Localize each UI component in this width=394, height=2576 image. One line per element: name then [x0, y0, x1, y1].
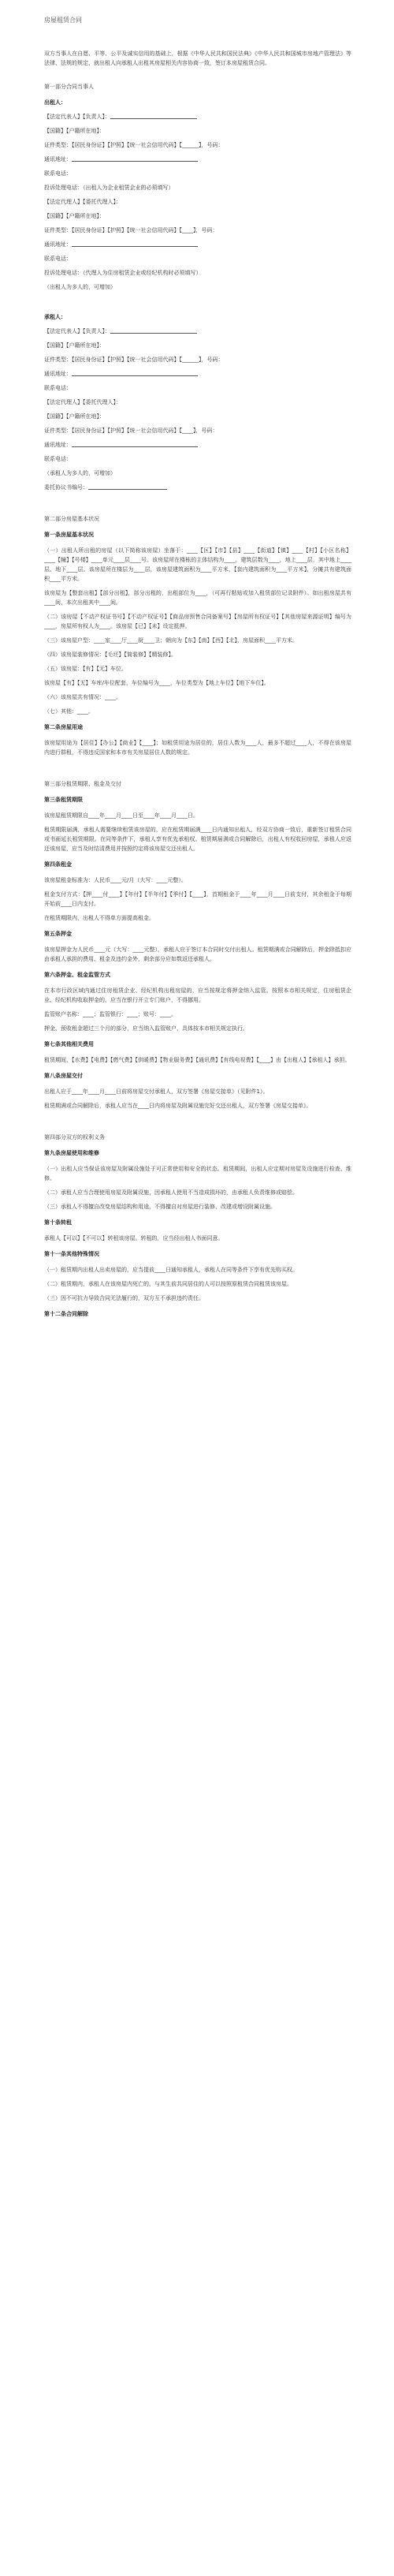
lessee-address [44, 369, 351, 379]
article11-paragraph: （二）租赁期内，承租人在该房屋内死亡的，与其生前共同居住的人可以按照原租赁合同租赁该房屋。 [44, 1281, 292, 1287]
intro-paragraph: 双方当事人在自愿、平等、公平及诚实信用的基础上，根据《中华人民共和国民法典》《中华人民共和国城市房地产管理法》等法律、法规的规定，就出租人向承租人出租其房屋相关内容协商一致，签订本房屋租赁合同。 [44, 50, 351, 66]
lessor-legal-rep [44, 112, 351, 121]
blank-field[interactable] [72, 369, 198, 376]
address-label: 通讯地址： [44, 241, 72, 248]
lessor-address [44, 155, 351, 164]
lessee-agent-address [44, 440, 351, 450]
lessee-id-type-2: 【国籍】【户籍所在地】： [44, 413, 105, 420]
article11-paragraph: （三）因不可抗力导致合同无法履行的，双方互不承担违约责任。 [44, 1295, 204, 1301]
article3-paragraph: 该房屋租赁期限自____年____月____日至____年____月____日。 [44, 812, 199, 819]
lessee-agent-phone: 联系电话： [44, 456, 72, 462]
lessor-label: 出租人： [44, 99, 66, 106]
article3-paragraph: 租赁期限届满，承租人需要继续租赁该房屋的，应在租赁期届满____日内通知出租人，经双方协商一致后，重新签订租赁合同或书面延长租赁期限。在同等条件下，承租人享有优先承租权。租赁期届满或合同解除后，出租人有权收回房屋，承租人应返还该房屋，应当及时结清费用并按照约定将该房屋交还出租人。 [44, 827, 351, 852]
agent-no-label: 委托协议书编号： [44, 484, 88, 491]
lessee-note: （承租人为多人的，可增加） [44, 470, 116, 476]
lessee-agent: 【法定代理人】【委托代理人】： [44, 399, 121, 405]
article9-paragraph: （二）承租人应当合理使用房屋及附属设施，因承租人使用不当造成损坏的，由承租人负责维修或赔偿。 [44, 1189, 298, 1196]
address-label: 通讯地址： [44, 371, 72, 377]
legal-rep-label: 【法定代表人】【负责人】： [44, 328, 110, 334]
article11-paragraph: （一）租赁期内出租人出卖房屋的，应当提前____日通知承租人，承租人在同等条件下享有优先购买权。 [44, 1267, 298, 1273]
contract-document [44, 16, 351, 1325]
document-title: 房屋租赁合同 [44, 17, 82, 24]
article8-heading: 第八条房屋交付 [44, 1073, 83, 1079]
article12-heading: 第十二条合同解除 [44, 1311, 88, 1317]
article6-paragraph: 监管账户名称：____；监管银行：____；账号：____。 [44, 1011, 177, 1017]
blank-field[interactable] [110, 327, 197, 334]
article6-paragraph: 在本市行政区域内通过住房租赁企业、经纪机构出租房屋的，应当按规定将押金纳入监管。按照本市相关规定，住房租赁企业、经纪机构收取押金的，应当在银行开立专门账户，不得挪用。 [44, 987, 351, 1003]
article3-heading: 第三条租赁期限 [44, 797, 83, 803]
blank-field[interactable] [72, 440, 198, 447]
lessor-agent-cert: 证件类型：【居民身份证】【护照】【统一社会信用代码】【____】，号码： [44, 227, 218, 233]
lessor-id-type-2: 【国籍】【户籍所在地】： [44, 213, 105, 219]
lessee-phone: 联系电话： [44, 385, 72, 391]
article9-paragraph: （三）承租人不得擅自改变房屋结构和用途，不得擅自对房屋进行装修、改建或增设附属设施。 [44, 1204, 276, 1210]
article9-paragraph: （一）出租人应当保证该房屋及附属设施处于可正常使用和安全的状态。租赁期间，出租人应定期对房屋及设施进行检查、维修。 [44, 1166, 351, 1182]
article8-paragraph: 租赁期满或合同解除后，承租人应当在____日内将房屋及附属设施完好交还出租人，双方签署《房屋交接单》。 [44, 1103, 312, 1109]
blank-field[interactable] [72, 240, 198, 247]
part1-heading: 第一部分合同当事人 [44, 84, 94, 90]
address-label: 通讯地址： [44, 156, 72, 162]
lessor-cert: 证件类型：【居民身份证】【护照】【统一社会信用代码】【______】，号码： [44, 142, 224, 148]
lessee-legal-rep [44, 327, 351, 336]
legal-rep-label: 【法定代表人】【负责人】： [44, 114, 110, 120]
article10-paragraph: 承租人【可以】【不可以】转租该房屋。转租的，应当经出租人书面同意。 [44, 1235, 224, 1241]
article1-paragraph: （三）该房屋户型：____室____厅____厨____卫；朝向为【东】【南】【西】【北】，房屋面积____平方米。 [44, 637, 298, 644]
lessor-complaint: 投诉处理电话：（出租人为企业租赁企业的必须填写） [44, 185, 174, 191]
article2-heading: 第二条房屋用途 [44, 724, 83, 730]
lessee-agent-cert: 证件类型：【居民身份证】【护照】【统一社会信用代码】【____】，号码： [44, 427, 218, 434]
article5-heading: 第五条押金 [44, 931, 72, 937]
article10-heading: 第十条转租 [44, 1219, 72, 1226]
lessee-cert: 证件类型：【居民身份证】【护照】【统一社会信用代码】【______】，号码： [44, 357, 224, 363]
article11-heading: 第十一条其他特殊情况 [44, 1251, 99, 1257]
lessor-agent-complaint: 投诉处理电话：（代理人为住房租赁企业或经纪机构时必须填写） [44, 270, 202, 276]
blank-field[interactable] [72, 155, 198, 162]
article4-paragraph: 该房屋租金标准为：人民币____元/月（大写：____元整）。 [44, 877, 187, 883]
article7-paragraph: 租赁期间，【水费】【电费】【燃气费】【供暖费】【物业服务费】【通讯费】【有线电视费】【____】由【出租人】【承租人】承担。 [44, 1057, 351, 1063]
lessee-id-type: 【国籍】【户籍所在地】： [44, 342, 105, 349]
article1-heading: 第一条房屋基本状况 [44, 532, 94, 538]
lessor-note: （出租人为多人的，可增加） [44, 284, 116, 290]
article1-paragraph: （五）该房屋：【有】【无】车位。 [44, 666, 127, 672]
article8-paragraph: 出租人应于____年____月____日前将房屋交付承租人，双方签署《房屋交接单》（见附件1）。 [44, 1088, 269, 1095]
article4-paragraph: 租金支付方式：【押____付____】【年付】【半年付】【季付】【____】，首期租金于____年____月____日前支付，其余租金于每期开始前____日内支付。 [44, 891, 351, 907]
agent-agreement-no [44, 483, 351, 492]
lessor-agent-address [44, 240, 351, 249]
article7-heading: 第七条其他相关费用 [44, 1041, 94, 1047]
article1-paragraph: 该房屋为【整套出租】【部分出租】，部分出租的，出租部位为____，（可再行粘贴或加入租赁部位记录附件）。如出租房屋共有____间，本次出租其中____间。 [44, 590, 351, 606]
lessee-label: 承租人： [44, 314, 66, 320]
blank-field[interactable] [88, 483, 167, 490]
article1-paragraph: （二）该房屋【不动产权证书号】【不动产权证号】【商品房预售合同备案号】【房屋所有权证号】【其他房屋来源证明】编号为____，房屋所有权人为____。该房屋【已】【未】设定抵押。 [44, 614, 351, 629]
article6-heading: 第六条押金、租金监管方式 [44, 972, 110, 978]
lessor-agent: 【法定代理人】【委托代理人】： [44, 199, 121, 205]
part4-heading: 第四部分双方的权利义务 [44, 1134, 105, 1141]
article2-paragraph: 该房屋用途为【居住】【办公】【商业】【____】；如租赁用途为居住的，居住人数为____人，最多不超过____人，不得在该房屋内进行群租，不得违反国家和本市有关房屋居住人数的规定。 [44, 740, 351, 756]
article1-paragraph: （四）该房屋装修情况：【毛坯】【简装修】【精装修】。 [44, 651, 177, 658]
address-label: 通讯地址： [44, 442, 72, 448]
article5-paragraph: 该房屋押金为人民币____元（大写：____元整），承租人应于签订本合同时交付出租人。租赁期满或合同解除后，押金除抵扣应由承租人承担的费用、租金及违约金外，剩余部分应如数返还承租人。 [44, 946, 351, 962]
article6-paragraph: 押金、预收租金超过三个月的部分，应当纳入监管账户，具体按本市相关规定执行。 [44, 1025, 248, 1032]
article1-paragraph: 该房屋【有】【无】车库/车位配套，车位编号为____，车位类型为【地上车位】【地下车位】。 [44, 680, 269, 686]
article4-heading: 第四条租金 [44, 861, 72, 868]
part3-heading: 第三部分租赁期限、租金及交付 [44, 781, 121, 787]
blank-field[interactable] [110, 112, 197, 119]
article9-heading: 第九条房屋使用和维修 [44, 1150, 99, 1156]
lessor-agent-phone: 联系电话： [44, 256, 72, 262]
article1-paragraph: （一）出租人所出租的房屋（以下简称该房屋）坐落于：____【区】【市】【县】____【街道】【镇】____【村】【小区名称】____【幢】【号楼】____单元____层____号。该房屋所在楼栋的主体结构为____，建筑层数为____，地上____层，其中地上____层、地下____层。该房屋所在楼层为____层，该房屋建筑面积为____平方米，【套内建筑面积为____平方米】，分摊共有建筑面积____平方米。 [44, 547, 351, 582]
article1-paragraph: （七）其他：____。 [44, 708, 94, 715]
part2-heading: 第二部分房屋基本状况 [44, 516, 99, 522]
article4-paragraph: 在租赁期限内，出租人不得单方面提高租金。 [44, 915, 154, 921]
article1-paragraph: （六）该房屋共有情况：____。 [44, 694, 121, 700]
lessor-id-type: 【国籍】【户籍所在地】： [44, 128, 105, 134]
lessor-phone: 联系电话： [44, 170, 72, 177]
